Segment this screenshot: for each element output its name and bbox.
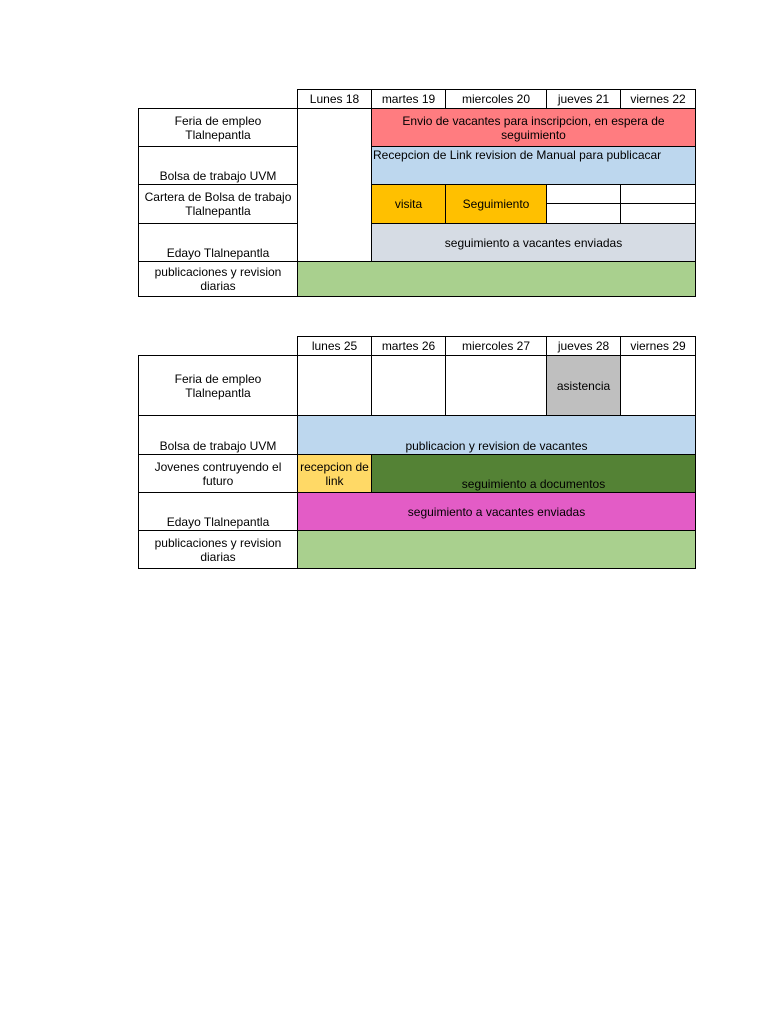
corner-cell [139,90,298,109]
table-row [139,224,696,262]
event-publicaciones-bar [298,262,696,297]
table-row [139,147,696,185]
table-row [139,185,696,224]
row-label-jovenes: Jovenes contruyendo el futuro [139,455,298,493]
event-recepcion-link: recepcion de link [298,455,372,493]
event-recepcion-link: Recepcion de Link revision de Manual para publicacar [372,147,696,185]
split-cell [547,185,621,224]
event-seguimiento-documentos: seguimiento a documentos [372,455,696,493]
empty-cell [372,356,446,416]
table-row [139,416,696,455]
day-header: miercoles 27 [446,337,547,356]
day-header: martes 26 [372,337,446,356]
event-seguimiento-vacantes: seguimiento a vacantes enviadas [298,493,696,531]
split-cell [621,185,696,224]
table-row [139,356,696,416]
header-row [139,90,696,109]
day-header: lunes 25 [298,337,372,356]
day-header: Lunes 18 [298,90,372,109]
row-label-bolsa: Bolsa de trabajo UVM [139,147,298,185]
event-envio-vacantes: Envio de vacantes para inscripcion, en espera de seguimiento [372,109,696,147]
split-cell-top [547,185,620,204]
day-header: martes 19 [372,90,446,109]
table-row [139,262,696,297]
day-header: miercoles 20 [446,90,547,109]
table-row [139,531,696,569]
event-visita: visita [372,185,446,224]
empty-cell [446,356,547,416]
event-publicacion-vacantes: publicacion y revision de vacantes [298,416,696,455]
event-asistencia: asistencia [547,356,621,416]
row-label-publicaciones: publicaciones y revision diarias [139,262,298,297]
empty-cell [298,109,372,262]
day-header: viernes 29 [621,337,696,356]
row-label-feria: Feria de empleo Tlalnepantla [139,356,298,416]
row-label-cartera: Cartera de Bolsa de trabajo Tlalnepantla [139,185,298,224]
header-row [139,337,696,356]
corner-cell [139,337,298,356]
schedule-table-week2 [138,336,696,569]
event-publicaciones-bar [298,531,696,569]
row-label-edayo: Edayo Tlalnepantla [139,224,298,262]
table-row [139,109,696,147]
table-row [139,493,696,531]
empty-cell [298,356,372,416]
row-label-publicaciones: publicaciones y revision diarias [139,531,298,569]
row-label-bolsa: Bolsa de trabajo UVM [139,416,298,455]
split-cell-bottom [621,204,695,223]
event-seguimiento: Seguimiento [446,185,547,224]
day-header: jueves 28 [547,337,621,356]
schedule-table-week1 [138,89,696,297]
row-label-feria: Feria de empleo Tlalnepantla [139,109,298,147]
event-seguimiento-vacantes: seguimiento a vacantes enviadas [372,224,696,262]
table-row [139,455,696,493]
day-header: jueves 21 [547,90,621,109]
day-header: viernes 22 [621,90,696,109]
split-cell-top [621,185,695,204]
empty-cell [621,356,696,416]
split-cell-bottom [547,204,620,223]
row-label-edayo: Edayo Tlalnepantla [139,493,298,531]
